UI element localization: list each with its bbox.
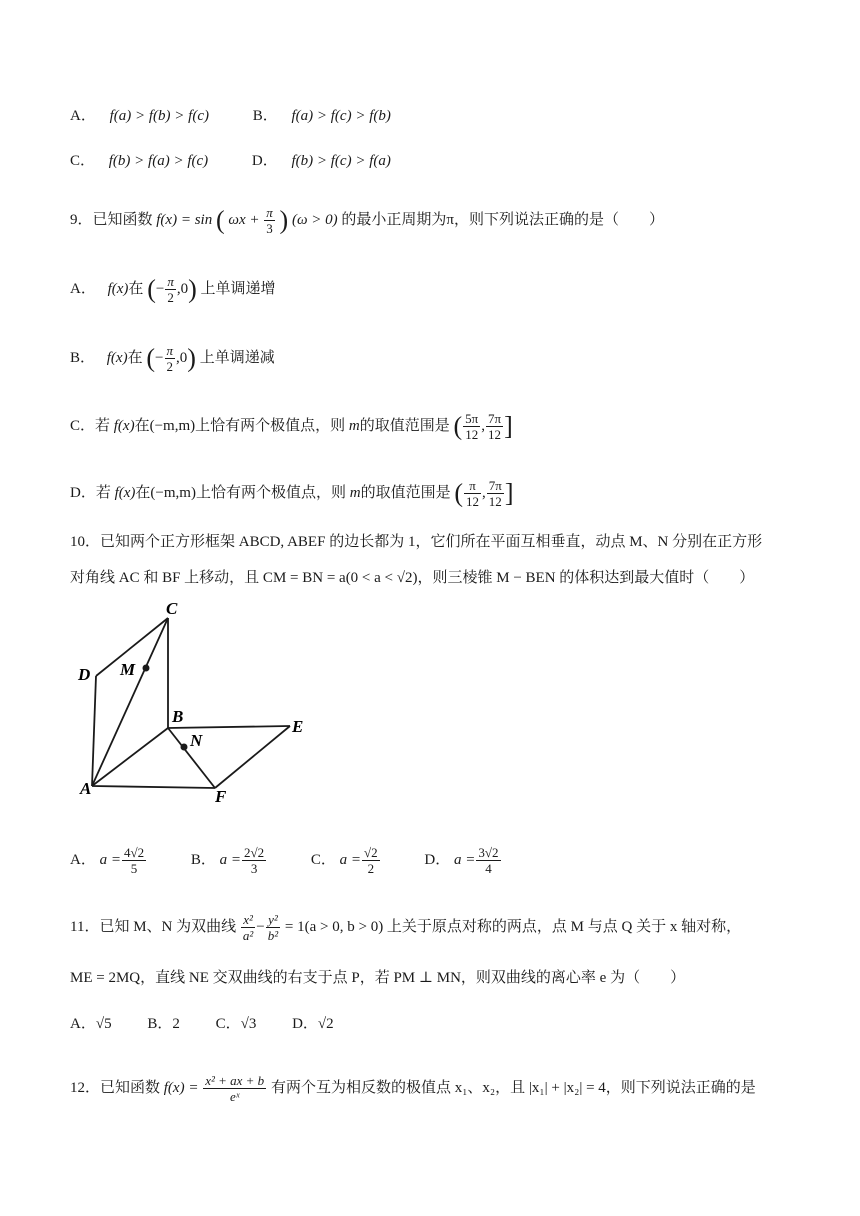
q9-a-frac [165, 274, 176, 305]
q9-paren-close: ) [279, 205, 289, 235]
q9-option-b-tail: 上单调递减 [199, 349, 275, 366]
q10-option-c-label: C． [310, 851, 336, 868]
q12-stem [70, 1073, 756, 1104]
q9-option-b [70, 343, 275, 374]
q9-d-frac-2-den: 12 [488, 494, 502, 509]
q8-option-a-label: A． [70, 108, 96, 124]
q9-option-d: D．若 f(x)在(−m,m)上恰有两个极值点，则 m的取值范围是 ( $\frac{\pi}{12}$ , $\frac{7\pi}{12}$ ] [70, 478, 514, 509]
label-m: M [120, 660, 136, 679]
edge-da [92, 676, 96, 786]
q10-option-c-frac [362, 845, 380, 876]
q9-c-frac-1-den: 12 [465, 427, 479, 442]
q9-option-c-range: 的取值范围是 [359, 417, 450, 434]
q10-option-a-label: A． [70, 851, 96, 868]
q9-a-paren-close: ) [188, 274, 197, 304]
q9-option-a-label: A． [70, 280, 96, 297]
q10-geometry-figure [70, 598, 320, 808]
q10-option-b-frac [242, 845, 266, 876]
label-d: D [78, 665, 91, 684]
q9-d-frac-1 [464, 478, 481, 509]
q9-d-bracket-close: ] [504, 478, 514, 508]
q8-option-d-label: D． [251, 153, 278, 169]
q9-d-frac-2-num: 7π [488, 478, 502, 493]
q9-b-minus: − [155, 349, 164, 366]
q10-option-c-den: 2 [367, 861, 375, 876]
q10-option-d [424, 845, 501, 876]
q10-option-b [191, 845, 267, 876]
edge-ab [92, 728, 168, 786]
label-f: F [215, 787, 227, 806]
q10-option-a [70, 845, 147, 876]
q9-option-c: C．若 f(x)在(−m,m)上恰有两个极值点，则 m的取值范围是 ( $\frac{5\pi}{12}$ , $\frac{7\pi}{12}$ ] [70, 411, 513, 442]
label-c: C [166, 599, 178, 618]
q11-options [70, 1014, 334, 1034]
q11-option-a: A．√5 [70, 1016, 112, 1032]
q9-b-paren-close: ) [187, 343, 196, 373]
q10-option-d-lhs: a = [454, 851, 476, 868]
q12-fx: f(x) = [163, 1079, 199, 1096]
q11-stem-line-1 [70, 912, 741, 943]
q8-options-row-1 [70, 106, 391, 126]
q10-option-d-num: 3√2 [478, 845, 499, 860]
q9-tail: 的最小正周期为π，则下列说法正确的是（ ） [341, 211, 664, 228]
q9-a-zero: ,0 [176, 280, 189, 297]
q8-option-b-expr: f(a) > f(c) > f(b) [291, 108, 391, 124]
q9-number: 9．已知函数 [70, 211, 153, 228]
q8-option-d-expr: f(b) > f(c) > f(a) [291, 153, 391, 169]
q10-option-a-num: 4√2 [123, 845, 145, 860]
q9-option-a [70, 274, 276, 305]
q12-numerator: x² + ax + b [205, 1073, 265, 1088]
q9-option-b-in: 在 [127, 349, 143, 366]
q9-option-b-fx: f(x) [106, 349, 128, 366]
q10-option-a-lhs: a = [99, 851, 121, 868]
q9-c-frac-2-den: 12 [488, 427, 502, 442]
q9-c-bracket-close: ] [504, 411, 513, 441]
q8-option-a-expr: f(a) > f(b) > f(c) [109, 108, 209, 124]
q9-option-d-mid: 在(−m,m)上恰有两个极值点，则 [135, 484, 346, 501]
q9-option-c-m: m [348, 417, 360, 434]
edge-be [168, 726, 290, 728]
q10-option-a-den: 5 [130, 861, 138, 876]
edge-fe [215, 726, 290, 788]
q11-option-c: C．√3 [215, 1016, 257, 1032]
q10-option-b-den: 3 [250, 861, 258, 876]
q11-y2: y² [266, 912, 280, 928]
q12-fraction [203, 1073, 266, 1104]
diagonal-ac [92, 618, 168, 786]
q9-frac-den: 3 [266, 221, 273, 236]
q9-c-frac-1-num: 5π [465, 411, 479, 426]
q10-stem-line-2: 对角线 AC 和 BF 上移动，且 CM = BN = a(0 < a < √2)，则三棱锥 M − BEN 的体积达到最大值时（ ） [70, 570, 755, 586]
q10-option-a-frac [122, 845, 146, 876]
q11-minus: − [256, 918, 265, 935]
label-e: E [292, 717, 304, 736]
q9-option-b-label: B． [70, 349, 96, 366]
q9-b-paren-open: ( [146, 343, 156, 373]
q10-option-d-den: 4 [485, 861, 492, 876]
q10-option-b-label: B． [190, 851, 216, 868]
q9-c-frac-2 [486, 411, 503, 442]
q9-option-d-range: 的取值范围是 [360, 484, 451, 501]
q9-option-c-mid: 在(−m,m)上恰有两个极值点，则 [134, 417, 346, 434]
q12-denominator: eˣ [229, 1089, 240, 1104]
q8-option-b-label: B． [252, 108, 278, 124]
q10-option-c-num: √2 [364, 845, 378, 860]
q10-option-d-label: D． [424, 851, 451, 868]
edge-af [92, 786, 215, 788]
label-b: B [172, 707, 184, 726]
label-n: N [190, 731, 203, 750]
q11-stem-line-2: ME = 2MQ，直线 NE 交双曲线的右支于点 P，若 PM ⊥ MN，则双曲线的离心率 e 为（ ） [70, 970, 686, 986]
q9-option-a-fx: f(x) [107, 280, 129, 297]
q9-d-frac-1-num: π [464, 478, 481, 494]
q8-options-row-2 [70, 151, 391, 171]
q9-condition: (ω > 0) [291, 211, 338, 228]
q9-frac-num: π [266, 205, 273, 220]
q9-c-frac-1 [463, 411, 480, 442]
q9-stem [70, 205, 664, 236]
q11-b2: b² [267, 928, 279, 943]
q8-option-c-label: C． [70, 153, 96, 169]
q9-a-paren-open: ( [147, 274, 156, 304]
label-a: A [80, 779, 92, 798]
q11-option-d: D．√2 [292, 1016, 334, 1032]
q11-x2: x² [241, 912, 255, 928]
q8-option-c-expr: f(b) > f(a) > f(c) [108, 153, 209, 169]
q12-prefix: 12．已知函数 [70, 1079, 161, 1096]
q9-d-frac-2 [487, 478, 504, 509]
q11-frac-x [241, 912, 255, 943]
point-n [181, 744, 188, 751]
q9-argument: ωx + [228, 211, 260, 228]
q10-option-d-frac [476, 845, 500, 876]
q12-suffix: 有两个互为相反数的极值点 x₁、x₂，且 |x₁| + |x₂| = 4，则下列说法正确的是 [270, 1079, 756, 1096]
q9-option-d-fx: f(x) [114, 484, 136, 501]
q9-c-frac-2-num: 7π [488, 411, 502, 426]
q9-b-frac [165, 343, 176, 374]
q9-b-zero: ,0 [176, 349, 188, 366]
q9-a-frac-num: π [167, 274, 174, 289]
q10-option-b-lhs: a = [219, 851, 241, 868]
q9-d-paren-open: ( [454, 478, 463, 508]
q9-option-a-tail: 上单调递增 [200, 280, 276, 297]
q11-prefix: 11．已知 M、N 为双曲线 [70, 918, 237, 935]
q9-option-c-label: C．若 [70, 417, 111, 434]
q11-option-b: B．2 [147, 1016, 180, 1032]
q9-a-frac-den: 2 [167, 290, 174, 305]
q9-option-a-in: 在 [128, 280, 144, 297]
q9-a-minus: − [155, 280, 165, 297]
q11-a2: a² [242, 928, 254, 943]
q9-fraction [264, 205, 275, 236]
q10-option-c-lhs: a = [339, 851, 362, 868]
q9-d-frac-1-den: 12 [466, 494, 479, 509]
q9-option-c-fx: f(x) [113, 417, 135, 434]
q11-frac-y [266, 912, 280, 943]
q11-suffix: = 1(a > 0, b > 0) 上关于原点对称的两点，点 M 与点 Q 关于 x 轴对称， [284, 918, 742, 935]
q10-option-c [311, 845, 381, 876]
q10-option-b-num: 2√2 [244, 845, 265, 860]
point-m [143, 665, 150, 672]
q9-b-frac-num: π [166, 343, 174, 358]
q9-paren-open: ( [215, 205, 225, 235]
q9-option-d-label: D．若 [70, 484, 111, 501]
q9-option-d-m: m [349, 484, 361, 501]
q9-c-paren-open: ( [453, 411, 463, 441]
q9-function: f(x) = sin [156, 211, 213, 228]
q10-options [70, 845, 502, 876]
q10-stem-line-1: 10．已知两个正方形框架 ABCD, ABEF 的边长都为 1，它们所在平面互相垂直，动点 M、N 分别在正方形 [70, 534, 763, 550]
q9-b-frac-den: 2 [166, 359, 173, 374]
